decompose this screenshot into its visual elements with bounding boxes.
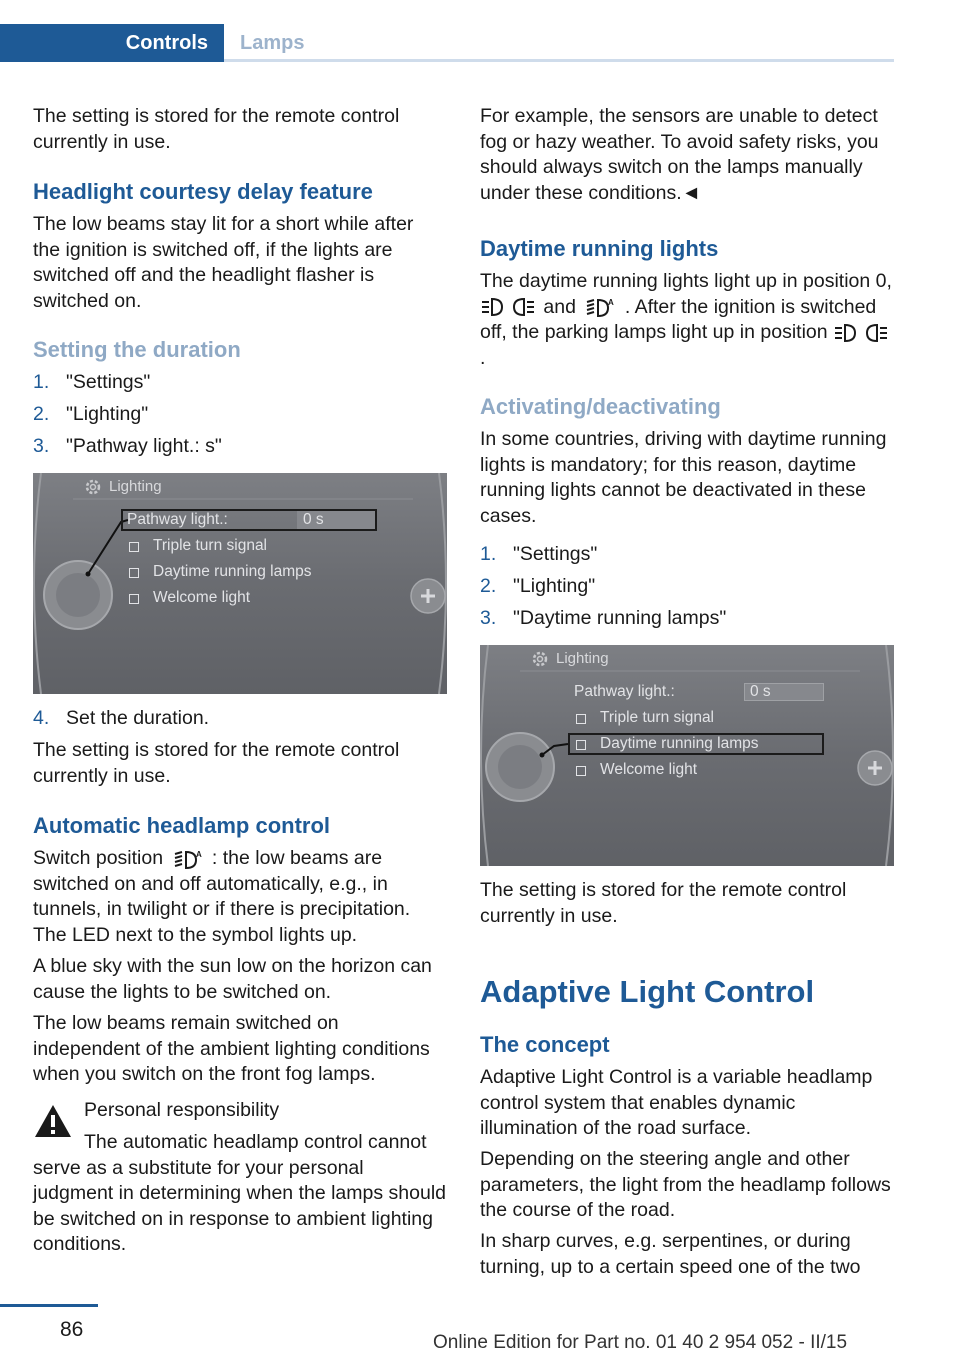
list-number: 2. — [33, 403, 50, 425]
heading-automatic-headlamp: Automatic headlamp control — [33, 813, 331, 838]
list-number: 3. — [33, 435, 50, 457]
list-text: "Settings" — [513, 543, 598, 565]
checkbox[interactable] — [576, 740, 586, 750]
warning-text: The automatic headlamp control cannot serve as a substitute for your personal judgment in determining when the lamps should be switched on in response to ambient lighting conditions. — [33, 1131, 446, 1255]
list-number: 4. — [33, 707, 50, 729]
menu-item-welcome-light[interactable]: Welcome light — [600, 761, 698, 778]
footer-edition: Online Edition for Part no. 01 40 2 954 052 - II/15 — [433, 1332, 848, 1353]
curves-paragraph: In sharp curves, e.g. serpentines, or during turning, up to a certain speed one of the two — [480, 1230, 861, 1278]
screen-title: Lighting — [556, 650, 609, 667]
list-number: 1. — [480, 543, 497, 565]
footer-rule — [0, 1304, 98, 1307]
courtesy-paragraph: The low beams stay lit for a short while after the ignition is switched off, if the lights are switched off and the headlight flasher is switched on. — [33, 213, 414, 312]
menu-item-welcome-light[interactable]: Welcome light — [153, 589, 251, 606]
list-item — [480, 542, 892, 568]
activating-paragraph: In some countries, driving with daytime running lights is mandatory; for this reason, daytime running lights cannot be deactivated in these cases. — [480, 428, 887, 527]
pathway-light-value: 0 s — [303, 511, 324, 528]
intro-paragraph: The setting is stored for the remote control currently in use. — [33, 105, 400, 153]
menu-item-daytime-running[interactable]: Daytime running lamps — [600, 735, 759, 752]
heading-the-concept: The concept — [480, 1032, 610, 1057]
list-item — [33, 434, 433, 460]
screen-frame-art — [480, 645, 894, 866]
steering-paragraph: Depending on the steering angle and other parameters, the light from the headlamp follows the course of the road. — [480, 1148, 891, 1221]
pathway-light-label: Pathway light.: — [127, 511, 228, 528]
list-text: "Daytime running lamps" — [513, 607, 727, 629]
heading-adaptive-light-control: Adaptive Light Control — [480, 974, 815, 1009]
concept-paragraph: Adaptive Light Control is a variable headlamp control system that enables dynamic illumination of the road surface. — [480, 1066, 873, 1139]
list-number: 2. — [480, 575, 497, 597]
header-rule — [224, 59, 894, 62]
warning-title: Personal responsibility — [84, 1099, 280, 1121]
auto-text-a: Switch position — [33, 847, 164, 869]
fog-paragraph: The low beams remain switched on independent of the ambient lighting conditions when you switch on the front fog lamps. — [33, 1012, 430, 1085]
lighting-menu-screenshot-1 — [33, 473, 447, 694]
bluesky-paragraph: A blue sky with the sun low on the horizon can cause the lights to be switched on. — [33, 955, 432, 1003]
screen-frame-art — [33, 473, 447, 694]
list-text: "Settings" — [66, 371, 151, 393]
pathway-light-label: Pathway light.: — [574, 683, 675, 700]
parking-lights-icon — [833, 322, 891, 344]
screen-title: Lighting — [109, 478, 162, 495]
lighting-menu-screenshot-2 — [480, 645, 894, 866]
menu-item-triple-turn[interactable]: Triple turn signal — [600, 709, 715, 726]
list-item — [480, 606, 892, 632]
auto-headlight-icon — [169, 848, 207, 870]
gear-icon — [530, 649, 550, 669]
drl-text-a: The daytime running lights light up in position 0, — [480, 270, 892, 292]
checkbox[interactable] — [576, 714, 586, 724]
example-paragraph: For example, the sensors are unable to detect fog or hazy weather. To avoid safety risks, you should always switch on the lamps manually under these conditions.◄ — [480, 105, 879, 204]
stored-paragraph-2: The setting is stored for the remote control currently in use. — [480, 879, 847, 927]
checkbox[interactable] — [129, 542, 139, 552]
header-subsection-tab[interactable]: Lamps — [240, 31, 305, 54]
heading-setting-duration: Setting the duration — [33, 337, 241, 362]
drl-text-c: . — [480, 346, 486, 369]
checkbox[interactable] — [129, 568, 139, 578]
parking-lights-icon — [480, 296, 538, 318]
list-text: "Lighting" — [513, 575, 596, 597]
gear-icon — [83, 477, 103, 497]
list-text: "Pathway light.: s" — [66, 435, 222, 457]
pathway-light-value: 0 s — [750, 683, 771, 700]
heading-activating: Activating/deactivating — [480, 394, 721, 419]
menu-item-triple-turn[interactable]: Triple turn signal — [153, 537, 268, 554]
svg-text:A: A — [608, 298, 615, 308]
drl-text-and: and — [543, 295, 576, 318]
drl-paragraph — [480, 269, 892, 371]
menu-item-daytime-running[interactable]: Daytime running lamps — [153, 563, 312, 580]
list-item — [33, 370, 433, 396]
checkbox[interactable] — [576, 766, 586, 776]
drl-text-b: . After the ignition is switched off, the parking lamps light up in position — [480, 295, 877, 343]
header-section-tab[interactable]: Controls — [0, 24, 224, 62]
page-number: 86 — [60, 1318, 84, 1341]
heading-courtesy-delay: Headlight courtesy delay feature — [33, 179, 373, 204]
auto-paragraph — [33, 846, 445, 948]
list-text: "Lighting" — [66, 403, 149, 425]
list-item — [33, 706, 433, 732]
checkbox[interactable] — [129, 594, 139, 604]
heading-daytime-running: Daytime running lights — [480, 236, 719, 261]
list-item — [480, 574, 892, 600]
list-item — [33, 402, 433, 428]
list-text: Set the duration. — [66, 707, 210, 729]
auto-headlight-icon — [581, 296, 619, 318]
list-number: 3. — [480, 607, 497, 629]
stored-paragraph: The setting is stored for the remote control currently in use. — [33, 739, 400, 787]
svg-text:A: A — [195, 849, 202, 859]
auto-text-b: : the low beams are switched on and off automatically, e.g., in tunnels, in twilight or if there is precipitation. The LED next to the symbol lights up. — [33, 847, 411, 946]
list-number: 1. — [33, 371, 50, 393]
